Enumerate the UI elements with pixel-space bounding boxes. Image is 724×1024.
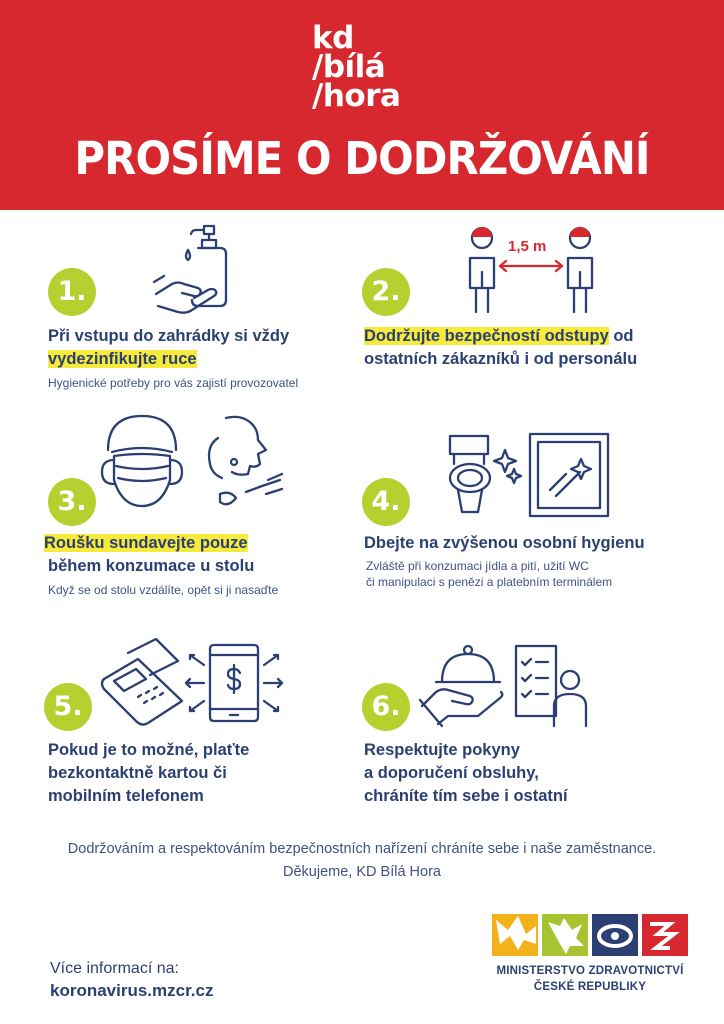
- page-title: PROSÍME O DODRŽOVÁNÍ: [74, 132, 650, 185]
- footer-line-2: Děkujeme, KD Bílá Hora: [283, 864, 441, 880]
- step-3-title-line-1: [44, 532, 248, 555]
- step-6-title-line-3: [364, 785, 568, 808]
- step-3-title-line-2: [48, 555, 254, 578]
- kd-bila-hora-logo: [312, 20, 401, 114]
- step-6-badge: 6.: [362, 683, 410, 731]
- step-4-title-line-1: [364, 532, 645, 555]
- step-5-title-line-3: [48, 785, 204, 808]
- text: Pokud je to možné, plaťte: [48, 741, 250, 759]
- logo-line-2: /bílá: [312, 49, 386, 85]
- step-1-badge: 1.: [48, 268, 96, 316]
- face-mask-eating-icon: [94, 412, 290, 517]
- ministry-line-2: ČESKÉ REPUBLIKY: [533, 981, 647, 993]
- more-info-label: Více informací na:: [50, 960, 179, 977]
- step-5-title-line-2: [48, 762, 227, 785]
- step-6-title-line-1: [364, 739, 520, 762]
- step-4-note-line-1: Zvláště při konzumaci jídla a pití, užití WC: [366, 559, 589, 573]
- logo-line-1: kd: [312, 20, 354, 56]
- more-info: [50, 958, 213, 1003]
- text: během konzumace u stolu: [48, 557, 255, 575]
- step-1-title-line-1: [48, 325, 289, 348]
- step-2-title-line-2: [364, 348, 637, 371]
- step-6-title-line-2: [364, 762, 539, 785]
- step-5-badge: 5.: [44, 683, 92, 731]
- text-after: od: [608, 327, 634, 345]
- waiter-checklist-icon: [418, 640, 598, 732]
- header-banner: [0, 0, 724, 210]
- text: Dbejte na zvýšenou osobní hygienu: [364, 534, 645, 552]
- highlight: Roušku sundavejte pouze: [44, 534, 248, 552]
- social-distance-icon: [466, 222, 596, 317]
- ministry-line-1: MINISTERSTVO ZDRAVOTNICTVÍ: [496, 965, 684, 977]
- step-2-title-line-1: [364, 325, 634, 348]
- ministry-label: [490, 963, 690, 995]
- step-5-title-line-1: [48, 739, 249, 762]
- text: Respektujte pokyny: [364, 741, 520, 759]
- text: chráníte tím sebe i ostatní: [364, 787, 568, 805]
- step-1-note: Hygienické potřeby pro vás zajistí provozovatel: [48, 376, 299, 390]
- step-4-badge: 4.: [362, 478, 410, 526]
- step-4-note-line-2: či manipulaci s penězi a platebním terminálem: [366, 575, 613, 589]
- distance-label: 1,5 m: [508, 238, 547, 255]
- more-info-link[interactable]: koronavirus.mzcr.cz: [50, 981, 214, 1000]
- highlight: vydezinfikujte ruce: [48, 350, 197, 368]
- text: Při vstupu do zahrádky si vždy: [48, 327, 290, 345]
- text: bezkontaktně kartou či: [48, 764, 227, 782]
- text: ostatních zákazníků i od personálu: [364, 350, 638, 368]
- footer-message: [0, 838, 724, 884]
- ministry-logo-icon: [492, 910, 690, 958]
- step-2-badge: 2.: [362, 268, 410, 316]
- hand-sanitizer-icon: [148, 222, 243, 317]
- text: a doporučení obsluhy,: [364, 764, 539, 782]
- text: mobilním telefonem: [48, 787, 204, 805]
- logo-line-3: /hora: [312, 78, 401, 114]
- highlight: Dodržujte bezpečností odstupy: [364, 327, 609, 345]
- hygiene-toilet-window-icon: [440, 430, 615, 522]
- step-1-title-line-2: [48, 348, 197, 371]
- step-3-badge: 3.: [48, 478, 96, 526]
- contactless-payment-icon: [98, 635, 288, 730]
- footer-line-1: Dodržováním a respektováním bezpečnostních nařízení chráníte sebe i naše zaměstnance.: [67, 841, 657, 857]
- step-3-note: Když se od stolu vzdálíte, opět si ji nasaďte: [48, 583, 279, 597]
